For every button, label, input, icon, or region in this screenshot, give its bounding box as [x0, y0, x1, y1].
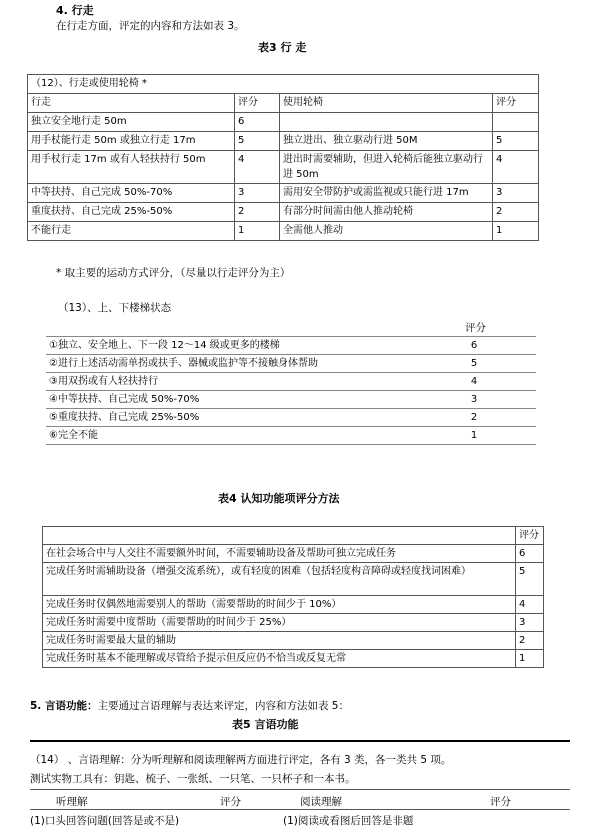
table-row [28, 222, 539, 241]
table-header: 使用轮椅 [280, 94, 493, 113]
table-cell: 全需他人推动 [280, 222, 493, 241]
table-row [43, 527, 544, 545]
table-cell: 独立进出、独立驱动行进 50M [280, 132, 493, 151]
table-cell: 独立安全地行走 50m [28, 113, 235, 132]
table-row [43, 596, 544, 614]
table-row [28, 75, 539, 94]
table5-top-rule [30, 740, 570, 742]
table-row [28, 151, 539, 184]
table-header: 行走 [28, 94, 235, 113]
table-row [46, 373, 536, 391]
table5-header-read: 阅读理解 [300, 796, 342, 808]
table-cell: 完成任务时需辅助设备（增强交流系统），或有轻度的困难（包括轻度构音障碍或轻度找词困难） [43, 563, 516, 596]
table-cell [280, 113, 493, 132]
table-row [43, 632, 544, 650]
table3-title: 表3 行 走 [258, 41, 307, 54]
table-cell: 用手杖行走 17m 或有人轻扶持行 50m [28, 151, 235, 184]
table-cell: 中等扶持、自己完成 50%-70% [28, 184, 235, 203]
cognition-table [42, 526, 544, 668]
table-cell: 重度扶持、自己完成 25%-50% [28, 203, 235, 222]
table-row [28, 184, 539, 203]
table-cell: 6 [235, 113, 280, 132]
table-cell: 需用安全带防护或需监视或只能行进 17m [280, 184, 493, 203]
table-cell: 3 [516, 614, 544, 632]
table-cell: ⑤重度扶持、自己完成 25%-50% [46, 409, 412, 427]
table-cell: 1 [516, 650, 544, 668]
table-cell [493, 113, 539, 132]
tools-text: 测试实物工具有：钥匙、梳子、一张纸、一只笔、一只杯子和一本书。 [30, 773, 356, 785]
table-cell: 5 [235, 132, 280, 151]
table-cell: 4 [412, 373, 536, 391]
walk-table [27, 74, 539, 241]
table-header: 评分 [516, 527, 544, 545]
table-cell: 在社会场合中与人交往不需要额外时间，不需要辅助设备及帮助可独立完成任务 [43, 545, 516, 563]
table-row [46, 427, 536, 445]
table5-title: 表5 言语功能 [232, 718, 299, 731]
table-row [46, 391, 536, 409]
table-cell: ①独立、安全地上、下一段 12～14 级或更多的楼梯 [46, 337, 412, 355]
table-cell: 2 [235, 203, 280, 222]
table-row [43, 614, 544, 632]
table-row [46, 337, 536, 355]
stairs-title: （13）、上、下楼梯状态 [58, 302, 172, 314]
table-cell: 4 [235, 151, 280, 184]
table-row [28, 203, 539, 222]
table-cell: 2 [516, 632, 544, 650]
table-cell: 2 [412, 409, 536, 427]
table-cell: 1 [235, 222, 280, 241]
table-cell: 进出时需要辅助，但进入轮椅后能独立驱动行进 50m [280, 151, 493, 184]
walk-footnote: * 取主要的运动方式评分，（尽量以行走评分为主） [56, 267, 291, 279]
table-cell: 3 [412, 391, 536, 409]
table-cell: 不能行走 [28, 222, 235, 241]
table-cell: 5 [516, 563, 544, 596]
table-cell: ③用双拐或有人轻扶持行 [46, 373, 412, 391]
table-row [28, 132, 539, 151]
table-cell: 4 [493, 151, 539, 184]
table-cell: 5 [412, 355, 536, 373]
table-header: 评分 [235, 94, 280, 113]
table-header: 评分 [493, 94, 539, 113]
table-cell: 完成任务时基本不能理解或尽管给予提示但反应仍不恰当或反复无常 [43, 650, 516, 668]
table-cell: ⑥完全不能 [46, 427, 412, 445]
stairs-table [46, 336, 536, 445]
table-cell: 3 [235, 184, 280, 203]
table5-row1-right: (1)阅读或看图后回答是非题 [283, 815, 414, 827]
table-row [43, 563, 544, 596]
table4-title: 表4 认知功能项评分方法 [218, 492, 340, 505]
table5-header-listen: 听理解 [56, 796, 88, 808]
table-row [28, 113, 539, 132]
table-cell [43, 527, 516, 545]
table-cell: 4 [516, 596, 544, 614]
table-cell: 完成任务时仅偶然地需要别人的帮助（需要帮助的时间少于 10%） [43, 596, 516, 614]
table-cell: 6 [516, 545, 544, 563]
table-row [46, 355, 536, 373]
section4-intro: 在行走方面，评定的内容和方法如表 3。 [56, 20, 245, 32]
table-cell: 有部分时间需由他人推动轮椅 [280, 203, 493, 222]
table-row [43, 650, 544, 668]
table-cell: 1 [412, 427, 536, 445]
table5-header-score2: 评分 [490, 796, 511, 808]
table-cell: ②进行上述活动需单拐或扶手、器械或监护等不接触身体帮助 [46, 355, 412, 373]
section5-heading: 5. 言语功能： [30, 700, 98, 712]
table5-row-rule [30, 809, 570, 810]
table-cell: 2 [493, 203, 539, 222]
table-cell: 5 [493, 132, 539, 151]
table-cell: 3 [493, 184, 539, 203]
stairs-score-header: 评分 [465, 322, 486, 334]
section4-heading: 4. 行走 [56, 4, 94, 17]
section5-line [30, 698, 349, 713]
table-cell: ④中等扶持、自己完成 50%-70% [46, 391, 412, 409]
item14-text: （14） 、言语理解：分为听理解和阅读理解两方面进行评定，各有 3 类，各一类共 5 项。 [30, 754, 452, 766]
table5-header-score1: 评分 [220, 796, 241, 808]
walk-table-caption: （12）、行走或使用轮椅 * [28, 75, 539, 94]
table-cell: 用手杖能行走 50m 或独立行走 17m [28, 132, 235, 151]
section5-intro: 主要通过言语理解与表达来评定，内容和方法如表 5： [97, 700, 349, 712]
table-row [28, 94, 539, 113]
table-row [43, 545, 544, 563]
table-cell: 完成任务时需要最大量的辅助 [43, 632, 516, 650]
table-row [46, 409, 536, 427]
table-cell: 1 [493, 222, 539, 241]
table-cell: 完成任务时需要中度帮助（需要帮助的时间少于 25%） [43, 614, 516, 632]
table5-header-rule [30, 789, 570, 790]
table5-row1-left: (1)口头回答问题(回答是或不是) [30, 815, 180, 827]
table-cell: 6 [412, 337, 536, 355]
